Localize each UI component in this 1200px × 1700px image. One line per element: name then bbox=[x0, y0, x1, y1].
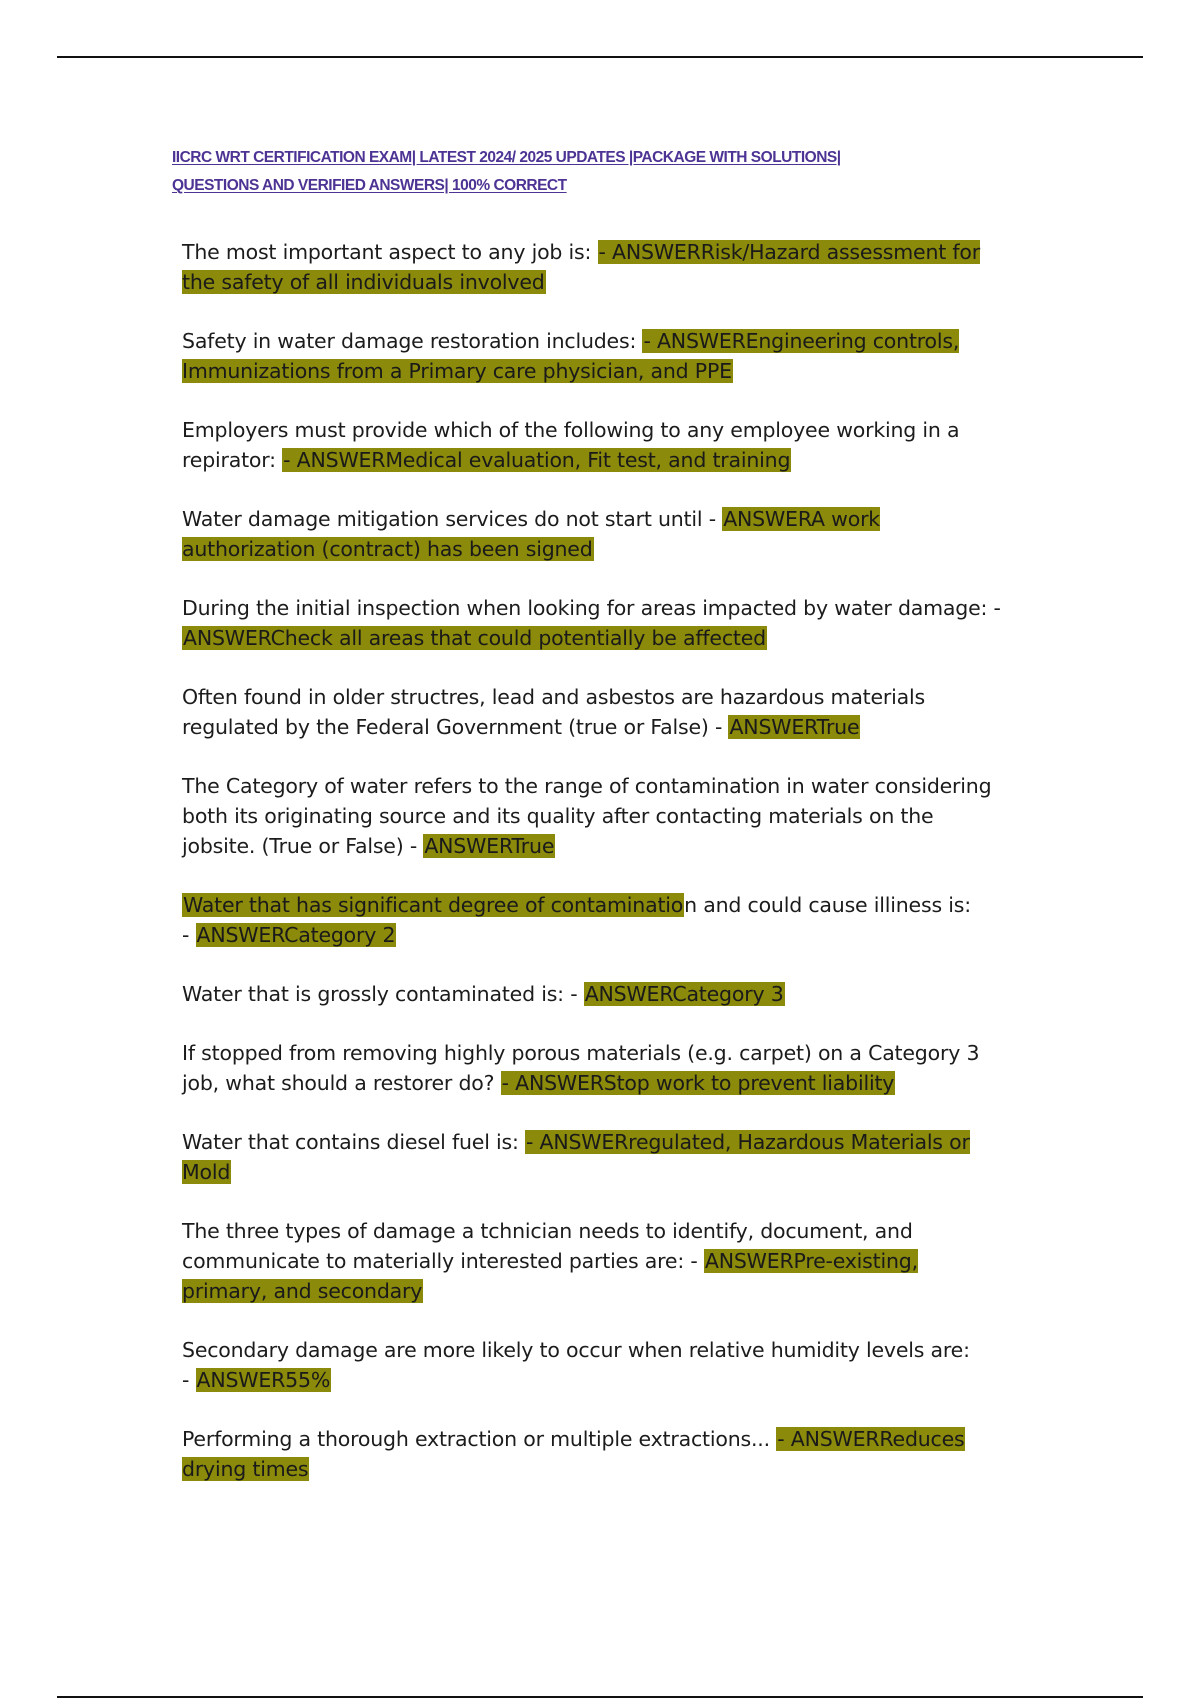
question-text: The Category of water refers to the range of contamination in water considering both its originating source and its quality after contacting materials on the jobsite. (True or False) - bbox=[182, 774, 992, 858]
answer-text: ANSWERCategory 2 bbox=[196, 923, 396, 947]
qa-item bbox=[182, 771, 1002, 861]
question-text: Water that contains diesel fuel is: bbox=[182, 1130, 526, 1154]
answer-text: - ANSWERRisk/Hazard assessment for the safety of all individuals involved bbox=[182, 240, 981, 294]
qa-item bbox=[182, 593, 1002, 653]
qa-item bbox=[182, 979, 1002, 1009]
answer-text: - ANSWERStop work to prevent liability bbox=[501, 1071, 895, 1095]
answer-text: ANSWERCheck all areas that could potentially be affected bbox=[183, 626, 766, 650]
question-text: If stopped from removing highly porous materials (e.g. carpet) on a Category 3 job, what should a restorer do? bbox=[182, 1041, 980, 1095]
question-text: n and could cause illiness is: - bbox=[182, 893, 971, 947]
answer-text: - ANSWERregulated, Hazardous Materials or Mold bbox=[182, 1130, 970, 1184]
question-highlight-text: Water that has significant degree of contaminatio bbox=[183, 893, 684, 917]
qa-item bbox=[182, 682, 1012, 742]
qa-item bbox=[182, 415, 982, 475]
qa-item bbox=[182, 890, 982, 950]
answer-text: - ANSWERReduces drying times bbox=[182, 1427, 965, 1481]
answer-text: ANSWERCategory 3 bbox=[584, 982, 784, 1006]
qa-item bbox=[182, 1424, 972, 1484]
question-text: Often found in older structres, lead and asbestos are hazardous materials regulated by the Federal Government (true or False) - bbox=[182, 685, 925, 739]
question-text: Water damage mitigation services do not start until - bbox=[182, 507, 723, 531]
qa-item bbox=[182, 326, 972, 386]
answer-text: - ANSWEREngineering controls, Immunizations from a Primary care physician, and PPE bbox=[182, 329, 960, 383]
qa-item bbox=[182, 1038, 1022, 1098]
question-text: Secondary damage are more likely to occur when relative humidity levels are: - bbox=[182, 1338, 970, 1392]
question-text: The three types of damage a tchnician needs to identify, document, and communicate to materially interested parties are: - bbox=[182, 1219, 913, 1273]
answer-text: - ANSWERMedical evaluation, Fit test, and training bbox=[283, 448, 791, 472]
answer-text: ANSWERTrue bbox=[729, 715, 860, 739]
qa-item bbox=[182, 237, 1002, 297]
qa-item bbox=[182, 1216, 1002, 1306]
qa-item bbox=[182, 504, 1002, 564]
qa-item bbox=[182, 1127, 1022, 1187]
document-title-line-2: QUESTIONS AND VERIFIED ANSWERS| 100% CORRECT bbox=[172, 177, 567, 194]
answer-text: ANSWERTrue bbox=[424, 834, 555, 858]
question-text: During the initial inspection when looking for areas impacted by water damage: - bbox=[182, 596, 1001, 620]
question-text: Water that is grossly contaminated is: - bbox=[182, 982, 584, 1006]
answer-text: ANSWER55% bbox=[196, 1368, 331, 1392]
bottom-rule bbox=[57, 1696, 1143, 1698]
question-text: Performing a thorough extraction or multiple extractions... bbox=[182, 1427, 777, 1451]
document-title bbox=[172, 144, 1032, 200]
qa-list bbox=[182, 237, 1022, 1484]
question-text: Safety in water damage restoration includes: bbox=[182, 329, 643, 353]
answer-text: ANSWERPre-existing, primary, and secondary bbox=[182, 1249, 918, 1303]
top-rule bbox=[57, 56, 1143, 58]
answer-text: ANSWERA work authorization (contract) has been signed bbox=[182, 507, 880, 561]
question-text: Employers must provide which of the following to any employee working in a repirator: bbox=[182, 418, 960, 472]
question-text: The most important aspect to any job is: bbox=[182, 240, 598, 264]
qa-item bbox=[182, 1335, 982, 1395]
document-title-line-1: IICRC WRT CERTIFICATION EXAM| LATEST 2024/ 2025 UPDATES |PACKAGE WITH SOLUTIONS| bbox=[172, 149, 841, 166]
